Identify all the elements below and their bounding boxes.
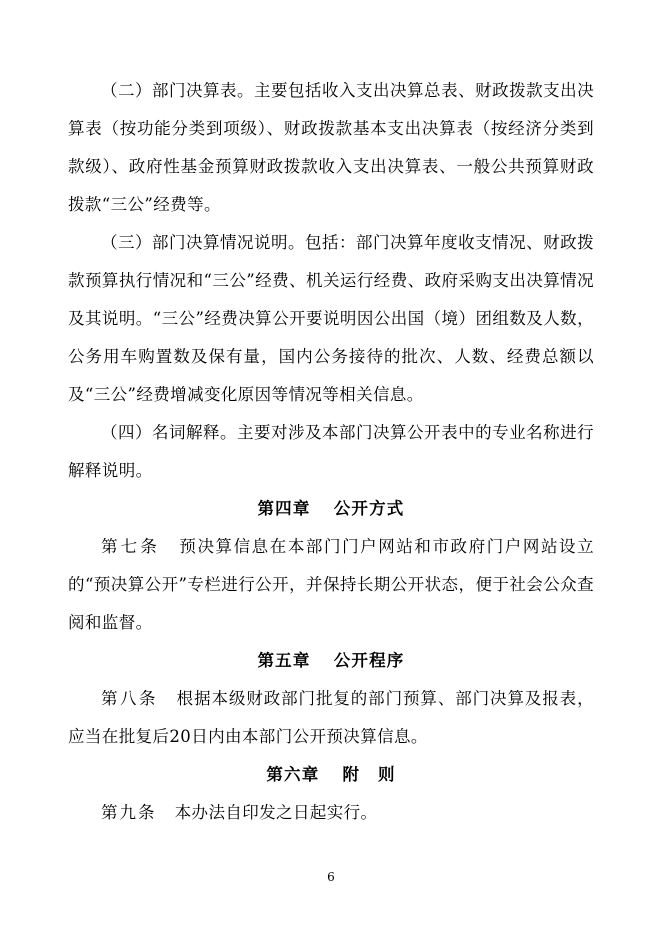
article-text: 根据本级财政部门批复的部门预算、部门决算及报表，应当在批复后20日内由本部门公开预决算信息。: [68, 689, 594, 746]
paragraph-item-4: （四）名词解释。主要对涉及本部门决算公开表中的专业名称进行解释说明。: [68, 423, 594, 480]
chapter-heading-5: [68, 642, 594, 680]
article-text: 本办法自印发之日起实行。: [174, 803, 378, 822]
paragraph-item-2: （二）部门决算表。主要包括收入支出决算总表、财政拨款支出决算表（按功能分类到项级）、财政拨款基本支出决算表（按经济分类到款级）、政府性基金预算财政拨款收入支出决算表、一般公共预算财政拨款“三公”经费等。: [68, 81, 594, 214]
chapter-heading-6: [68, 756, 594, 794]
chapter-title: 公开方式: [333, 499, 405, 518]
article-9: [68, 794, 594, 832]
paragraph-item-3: （三）部门决算情况说明。包括：部门决算年度收支情况、财政拨款预算执行情况和“三公”经费、机关运行经费、政府采购支出决算情况及其说明。“三公”经费决算公开要说明因公出国（境）团组数及人数，公务用车购置数及保有量，国内公务接待的批次、人数、经费总额以及“三公”经费增减变化原因等情况等相关信息。: [68, 233, 594, 404]
article-label: 第九条: [101, 803, 157, 822]
article-8: [68, 680, 594, 756]
article-7: [68, 528, 594, 642]
chapter-number: 第六章: [266, 765, 320, 784]
chapter-number: 第五章: [257, 651, 311, 670]
chapter-heading-4: [68, 490, 594, 528]
chapter-title: 附 则: [342, 765, 396, 784]
article-text: 预决算信息在本部门门户网站和市政府门户网站设立的“预决算公开”专栏进行公开，并保持长期公开状态，便于社会公众查阅和监督。: [68, 537, 595, 632]
document-body: [68, 72, 594, 832]
chapter-title: 公开程序: [333, 651, 405, 670]
article-label: 第八条: [101, 689, 159, 708]
page-number: 6: [327, 870, 335, 884]
article-label: 第七条: [101, 537, 161, 556]
chapter-number: 第四章: [257, 499, 311, 518]
